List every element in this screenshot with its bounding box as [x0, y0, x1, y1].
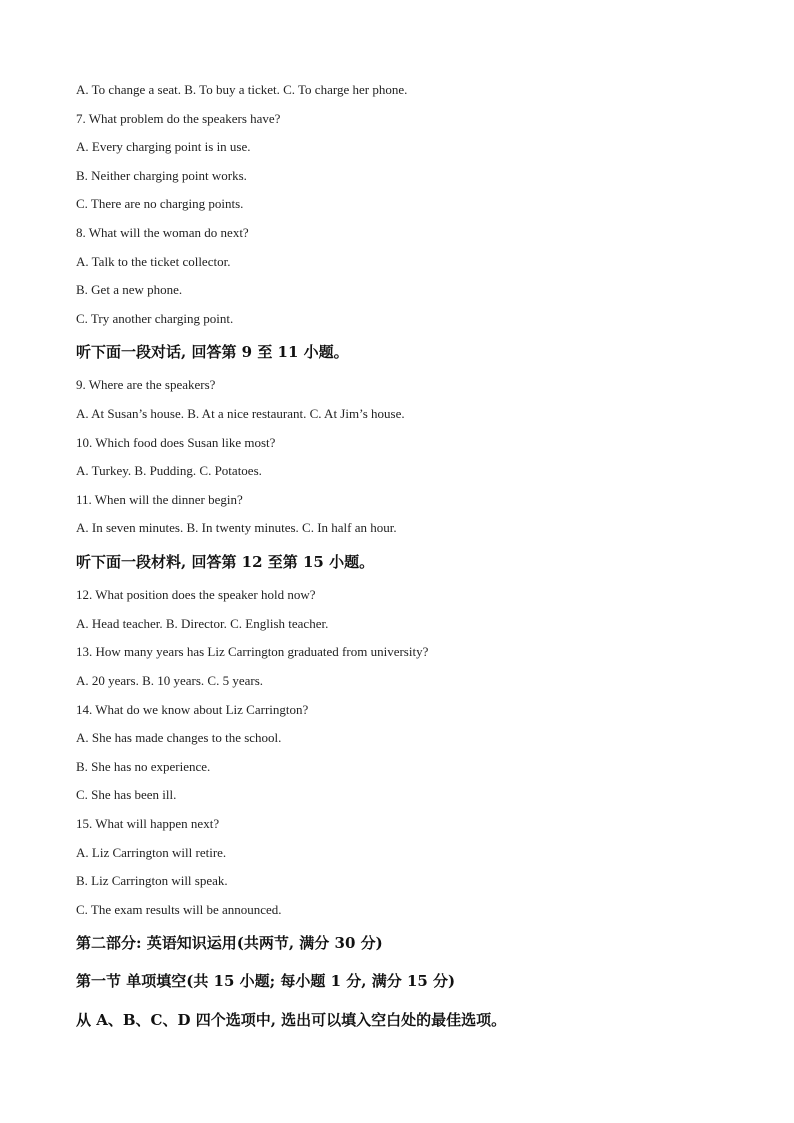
q9-options: A. At Susan’s house. B. At a nice restaurant. C. At Jim’s house. — [76, 406, 405, 421]
q15-question: 15. What will happen next? — [76, 816, 220, 831]
q14-option-b: B. She has no experience. — [76, 759, 211, 774]
q9-question: 9. Where are the speakers? — [76, 377, 216, 392]
q8-question: 8. What will the woman do next? — [76, 225, 249, 240]
q7-option-a: A. Every charging point is in use. — [76, 139, 251, 154]
q8-option-b: B. Get a new phone. — [76, 282, 183, 297]
q7-question: 7. What problem do the speakers have? — [76, 111, 281, 126]
q14-question: 14. What do we know about Liz Carrington? — [76, 702, 309, 717]
q14-option-a: A. She has made changes to the school. — [76, 730, 282, 745]
q8-option-c: C. Try another charging point. — [76, 311, 234, 326]
q14-option-c: C. She has been ill. — [76, 787, 177, 802]
section-one-instruction: 从 A、B、C、D 四个选项中, 选出可以填入空白处的最佳选项。 — [76, 1011, 507, 1029]
q13-options: A. 20 years. B. 10 years. C. 5 years. — [76, 673, 264, 688]
q10-options: A. Turkey. B. Pudding. C. Potatoes. — [76, 463, 262, 478]
q12-question: 12. What position does the speaker hold now? — [76, 587, 316, 602]
section-instruction-9-11: 听下面一段对话, 回答第 9 至 11 小题。 — [76, 343, 349, 361]
q7-option-b: B. Neither charging point works. — [76, 168, 247, 183]
q15-option-c: C. The exam results will be announced. — [76, 902, 282, 917]
q10-question: 10. Which food does Susan like most? — [76, 435, 276, 450]
q12-options: A. Head teacher. B. Director. C. English teacher. — [76, 616, 329, 631]
q15-option-b: B. Liz Carrington will speak. — [76, 873, 228, 888]
q6-options: A. To change a seat. B. To buy a ticket. C. To charge her phone. — [76, 82, 408, 97]
q8-option-a: A. Talk to the ticket collector. — [76, 254, 231, 269]
part-two-heading: 第二部分: 英语知识运用(共两节, 满分 30 分) — [76, 934, 383, 952]
q13-question: 13. How many years has Liz Carrington graduated from university? — [76, 644, 429, 659]
section-instruction-12-15: 听下面一段材料, 回答第 12 至第 15 小题。 — [76, 553, 375, 571]
q7-option-c: C. There are no charging points. — [76, 196, 244, 211]
q11-options: A. In seven minutes. B. In twenty minutes. C. In half an hour. — [76, 520, 397, 535]
q11-question: 11. When will the dinner begin? — [76, 492, 243, 507]
section-one-heading: 第一节 单项填空(共 15 小题; 每小题 1 分, 满分 15 分) — [76, 972, 456, 990]
q15-option-a: A. Liz Carrington will retire. — [76, 845, 227, 860]
